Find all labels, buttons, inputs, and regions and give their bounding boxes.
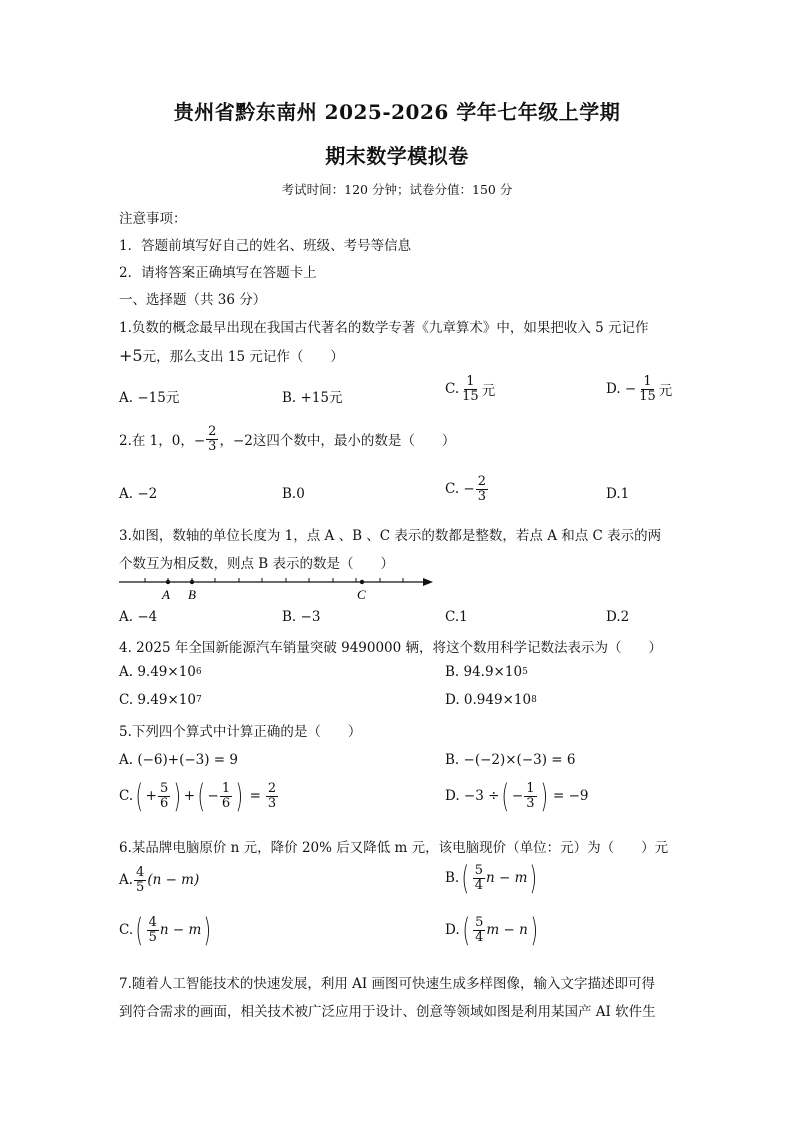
q3-option-b[interactable]: B. −3: [282, 609, 321, 625]
q3-stem-line2: 个数互为相反数，则点 B 表示的数是（ ）: [119, 556, 395, 572]
q1-option-c-unit: 元: [481, 383, 496, 400]
q1-stem-rest: 元，那么支出 15 元记作（ ）: [142, 349, 344, 365]
q5-option-c[interactable]: [119, 777, 279, 815]
notes-item-1: 1．答题前填写好自己的姓名、班级、考号等信息: [119, 238, 412, 254]
q2-option-b[interactable]: B.0: [282, 486, 305, 502]
q1-option-d[interactable]: [606, 375, 672, 403]
q5-option-d-fraction: [524, 782, 536, 810]
q1-option-d-unit: 元: [658, 383, 673, 400]
q2-fraction: [206, 425, 218, 453]
q5-option-c-num1: 5: [159, 780, 169, 796]
notes-heading: 注意事项：: [119, 211, 187, 227]
q6-option-d-den: 4: [475, 929, 484, 945]
q1-option-c[interactable]: [445, 375, 495, 403]
q4-option-a[interactable]: [119, 664, 202, 680]
q4-option-b-exponent: 5: [522, 667, 528, 677]
q3-option-a[interactable]: A. −4: [119, 609, 158, 625]
q5-option-c-term1: ( + $\frac{5}{6}$ ): [135, 777, 182, 815]
q5-option-d-result: = −9: [553, 788, 589, 804]
q6-option-c-den: 5: [148, 929, 157, 945]
q1-stem-line1: 1.负数的概念最早出现在我国古代著名的数学专著《九章算术》中，如果把收入 5 元记作: [119, 320, 649, 336]
q6-option-b-label: B.: [445, 870, 460, 886]
q1-option-c-denominator: 15: [462, 388, 479, 404]
section-heading: 一、选择题（共 36 分）: [119, 292, 267, 308]
q6-option-d-group: ( $\frac{5}{4}$ m − n ): [462, 911, 538, 949]
q2-option-c-label: C. −: [445, 481, 475, 498]
q6-option-c-group: ( $\frac{4}{5}$ n − m ): [135, 911, 212, 949]
point-b-dot: [190, 580, 194, 584]
q6-option-d-fraction: [473, 916, 485, 944]
q5-option-c-den2: 6: [221, 795, 231, 811]
q4-option-c-base: C. 9.49×10: [119, 692, 196, 708]
q5-option-c-operator: +: [183, 788, 196, 804]
q6-option-c-fraction: [147, 916, 159, 944]
q6-stem: 6.某品牌电脑原价 n 元，降价 20% 后又降低 m 元，该电脑现价（单位：元）为（ ）元: [119, 840, 669, 856]
q6-option-a[interactable]: [119, 866, 199, 894]
q4-option-a-exponent: 6: [195, 667, 202, 677]
q6-option-a-expression: (n − m): [147, 872, 200, 889]
q5-option-c-result: [266, 782, 278, 810]
q5-option-d-num: 1: [526, 780, 535, 796]
q1-option-d-denominator: 15: [639, 388, 656, 404]
q2-stem-part1: 2.在 1，0，−: [119, 433, 206, 450]
q5-option-d-den: 3: [526, 795, 535, 811]
q7-stem-line1: 7.随着人工智能技术的快速发展，利用 AI 画图可快速生成多样图像，输入文字描述即可得: [119, 976, 656, 992]
q5-option-c-sign2: −: [207, 788, 219, 804]
q6-option-b-expression: n − m: [485, 870, 528, 886]
q2-option-c-numerator: 2: [477, 474, 487, 489]
q2-option-c-fraction: [476, 475, 488, 503]
point-a-label: A: [162, 587, 170, 602]
q1-stem-line2: [119, 345, 344, 365]
q2-option-a[interactable]: A. −2: [119, 486, 158, 502]
q3-option-c[interactable]: C.1: [445, 609, 468, 625]
exam-info: 考试时间：120 分钟；试卷分值：150 分: [281, 182, 513, 197]
q6-option-a-den: 5: [136, 879, 145, 895]
q2-option-c[interactable]: [445, 475, 489, 503]
q3-option-d[interactable]: D.2: [606, 609, 630, 625]
q4-option-b-base: B. 94.9×10: [445, 664, 523, 680]
q5-option-d-label: D. −3 ÷: [445, 788, 500, 804]
point-c-label: C: [357, 587, 366, 602]
q6-option-d-expression: m − n: [486, 922, 528, 938]
q4-option-c[interactable]: [119, 692, 202, 708]
paper-title-line2: 期末数学模拟卷: [325, 144, 469, 168]
number-line-arrow: [423, 578, 433, 586]
q4-option-d[interactable]: [445, 692, 537, 708]
q1-option-d-numerator: 1: [643, 374, 652, 389]
q5-option-c-den1: 6: [159, 795, 169, 811]
q5-option-c-fraction2: [220, 782, 232, 810]
q6-option-c-num: 4: [148, 914, 157, 930]
q5-option-c-label: C.: [119, 788, 134, 804]
q6-option-a-label: A.: [119, 872, 134, 889]
q6-option-d[interactable]: [445, 911, 540, 949]
q6-option-a-fraction: [134, 866, 146, 894]
q5-stem: 5.下列四个算式中计算正确的是（ ）: [119, 724, 362, 740]
q7-stem-line2: 到符合需求的画面，相关技术被广泛应用于设计、创意等领域如图是利用某国产 AI 软件生: [119, 1004, 656, 1020]
q6-option-c-expression: n − m: [159, 922, 202, 938]
q4-option-d-exponent: 8: [531, 695, 537, 705]
q5-option-c-equals: =: [249, 788, 261, 804]
q6-option-b-fraction: [473, 864, 485, 892]
q5-option-d-sign: −: [511, 788, 524, 804]
q5-option-c-num3: 2: [267, 780, 277, 796]
q1-option-d-fraction: [637, 375, 658, 403]
q4-option-b[interactable]: [445, 664, 528, 680]
q2-option-d[interactable]: D.1: [606, 486, 630, 502]
q2-numerator: 2: [208, 424, 217, 439]
notes-item-2: 2．请将答案正确填写在答题卡上: [119, 265, 317, 281]
q5-option-d-term: ( − $\frac{1}{3}$ ): [501, 777, 548, 815]
paper-title-line1: 贵州省黔东南州 2025-2026 学年七年级上学期: [173, 100, 621, 124]
q1-plus5: +5: [119, 346, 143, 365]
q1-option-b[interactable]: B. +15元: [282, 390, 343, 406]
q6-option-b[interactable]: [445, 859, 540, 897]
q6-option-c[interactable]: [119, 911, 214, 949]
q1-option-c-numerator: 1: [466, 374, 475, 389]
q1-option-a[interactable]: A. −15元: [119, 390, 180, 406]
q5-option-d[interactable]: [445, 777, 589, 815]
point-a-dot: [166, 580, 170, 584]
q5-option-c-sign1: +: [145, 788, 157, 804]
q5-option-c-fraction1: [158, 782, 170, 810]
q5-option-c-term2: ( − $\frac{1}{6}$ ): [197, 777, 244, 815]
q5-option-c-den3: 3: [267, 795, 277, 811]
q2-denominator: 3: [208, 438, 217, 454]
point-b-label: B: [188, 587, 196, 602]
q6-option-a-num: 4: [136, 865, 145, 880]
q4-option-c-exponent: 7: [195, 695, 202, 705]
q6-option-b-den: 4: [474, 877, 483, 893]
q6-option-d-label: D.: [445, 922, 460, 938]
q6-option-b-num: 5: [474, 862, 483, 878]
point-c-dot: [360, 580, 364, 584]
q4-option-d-base: D. 0.949×10: [445, 692, 532, 708]
q2-stem: [119, 425, 455, 453]
q3-stem-line1: 3.如图，数轴的单位长度为 1，点 A 、B 、C 表示的数都是整数，若点 A 和点 C 表示的两: [119, 528, 662, 544]
q1-option-c-fraction: [460, 375, 481, 403]
number-line-figure: [115, 572, 440, 604]
q6-option-c-label: C.: [119, 922, 134, 938]
q6-option-d-num: 5: [475, 914, 484, 930]
q5-option-a[interactable]: A. (−6)+(−3) = 9: [119, 752, 238, 768]
q1-option-c-label: C.: [445, 381, 460, 398]
q6-option-b-group: ( $\frac{5}{4}$ n − m ): [461, 859, 538, 897]
q4-option-a-base: A. 9.49×10: [119, 664, 196, 680]
q1-option-d-label: D. −: [606, 381, 637, 398]
q2-stem-part2: ，−2这四个数中，最小的数是（ ）: [219, 433, 456, 450]
q5-option-b[interactable]: B. −(−2)×(−3) = 6: [445, 752, 576, 768]
q2-option-c-denominator: 3: [477, 488, 487, 504]
q4-stem: 4. 2025 年全国新能源汽车销量突破 9490000 辆，将这个数用科学记数法表示为（ ）: [119, 640, 663, 656]
q5-option-c-num2: 1: [221, 780, 231, 796]
